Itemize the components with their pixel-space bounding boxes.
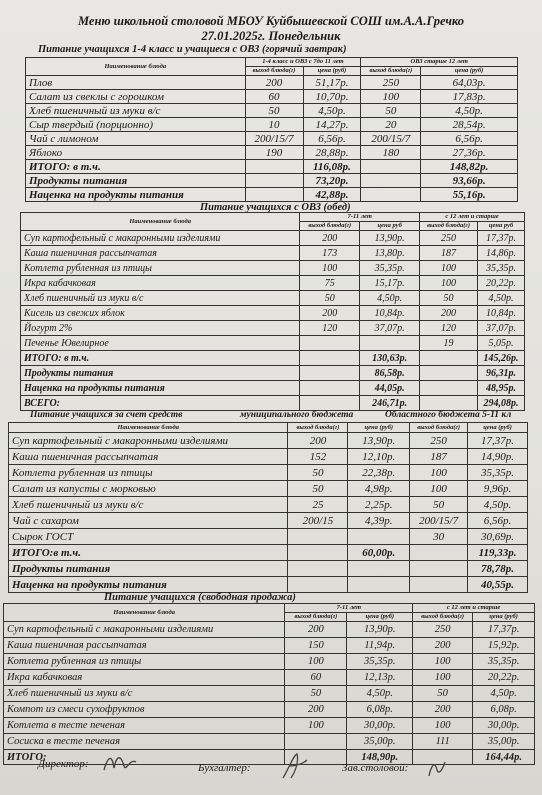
dish-name: Хлеб пшеничный из муки в/с: [21, 291, 300, 306]
dish-price: 10,84р.: [478, 306, 525, 321]
total-row: [26, 174, 518, 188]
column-header-price: цена (руб): [347, 613, 413, 622]
dish-name: Плов: [26, 76, 246, 90]
total-price: 119,33р.: [468, 545, 528, 561]
total-price: 96,31р.: [478, 366, 525, 381]
dish-price: 35,00р.: [473, 734, 535, 750]
spacer: [361, 174, 421, 188]
dish-weight: 111: [413, 734, 473, 750]
total-row: [9, 577, 528, 593]
dish-name: Хлеб пшеничный из муки в/с: [4, 686, 285, 702]
dish-price: 22,38р.: [348, 465, 410, 481]
total-label: Продукты питания: [9, 561, 288, 577]
dish-weight: 10: [245, 118, 303, 132]
dish-price: 15,92р.: [473, 638, 535, 654]
dish-price: 35,35р.: [478, 261, 525, 276]
table-row: [21, 261, 525, 276]
spacer: [410, 577, 468, 593]
spacer: [361, 160, 421, 174]
spacer: [245, 160, 303, 174]
dish-price: 30,00р.: [473, 718, 535, 734]
table-row: [4, 686, 535, 702]
spacer: [288, 577, 348, 593]
column-header-price: цена руб: [478, 222, 525, 231]
dish-weight: 100: [413, 670, 473, 686]
total-row: [9, 561, 528, 577]
dish-price: 51,17р.: [303, 76, 361, 90]
table-row: [9, 433, 528, 449]
table-row: [9, 497, 528, 513]
table-row: [4, 734, 535, 750]
table-row: [21, 321, 525, 336]
column-header-name: Наименование блюда: [9, 423, 288, 433]
table-row: [9, 513, 528, 529]
table-row: [9, 449, 528, 465]
dish-price: 35,35р.: [473, 654, 535, 670]
dish-price: 4,39р.: [348, 513, 410, 529]
dish-price: 35,00р.: [347, 734, 413, 750]
dish-name: Чай с лимоном: [26, 132, 246, 146]
table-row: [26, 118, 518, 132]
dish-weight: 250: [420, 231, 478, 246]
total-price: 130,63р.: [360, 351, 420, 366]
dish-name: Суп картофельный с макаронными изделиями: [9, 433, 288, 449]
dish-price: 13,90р.: [360, 231, 420, 246]
total-price: 44,05р.: [360, 381, 420, 396]
dish-name: Яблоко: [26, 146, 246, 160]
dish-price: 6,08р.: [347, 702, 413, 718]
dish-weight: 152: [288, 449, 348, 465]
dish-name: Чай с сахаром: [9, 513, 288, 529]
total-label: ИТОГО: в т.ч.: [21, 351, 300, 366]
dish-weight: 50: [361, 104, 421, 118]
total-price: 42,88р.: [303, 188, 361, 202]
dish-price: 12,10р.: [348, 449, 410, 465]
dish-weight: 100: [420, 276, 478, 291]
dish-price: 20,22р.: [478, 276, 525, 291]
dish-price: 4,50р.: [468, 497, 528, 513]
dish-price: 10,70р.: [303, 90, 361, 104]
table-row: [9, 529, 528, 545]
total-row: [21, 351, 525, 366]
dish-weight: 100: [410, 481, 468, 497]
dish-price: 14,86р.: [478, 246, 525, 261]
dish-price: 13,80р.: [360, 246, 420, 261]
column-header-name: Наименование блюда: [21, 213, 300, 231]
column-header-weight: выход блюда(г): [420, 222, 478, 231]
dish-weight: 200: [420, 306, 478, 321]
table-row: [21, 276, 525, 291]
table-row: [9, 465, 528, 481]
dish-weight: 25: [288, 497, 348, 513]
dish-weight: 30: [410, 529, 468, 545]
dish-name: Йогурт 2%: [21, 321, 300, 336]
breakfast-table: [25, 57, 518, 202]
dish-weight: 19: [420, 336, 478, 351]
dish-weight: 200: [285, 622, 347, 638]
dish-price: 4,50р.: [478, 291, 525, 306]
dish-price: 6,56р.: [303, 132, 361, 146]
spacer: [300, 366, 360, 381]
table-row: [26, 146, 518, 160]
dish-name: Печенье Ювелирное: [21, 336, 300, 351]
total-label: ИТОГО:в т.ч.: [9, 545, 288, 561]
section3-title-mid: муниципального бюджета: [240, 410, 354, 420]
spacer: [288, 545, 348, 561]
dish-weight: 100: [285, 718, 347, 734]
dish-price: 28,54р.: [421, 118, 518, 132]
dish-price: [360, 336, 420, 351]
dish-price: [348, 529, 410, 545]
group-header-b: ОВЗ старше 12 лет: [361, 58, 518, 67]
dish-price: 6,56р.: [468, 513, 528, 529]
table-row: [21, 336, 525, 351]
section1-title: Питание учащихся 1-4 класс и учащиеся с ОВЗ (горячий завтрак): [38, 44, 347, 55]
director-signature: [100, 748, 140, 778]
dish-weight: 200/15: [288, 513, 348, 529]
dish-weight: 50: [288, 481, 348, 497]
column-header-price: цена руб: [360, 222, 420, 231]
dish-price: 4,50р.: [347, 686, 413, 702]
dish-weight: 50: [420, 291, 478, 306]
dish-name: Каша пшеничная рассыпчатая: [4, 638, 285, 654]
dish-price: 6,08р.: [473, 702, 535, 718]
spacer: [300, 381, 360, 396]
dish-weight: 100: [413, 718, 473, 734]
column-header-weight: выход блюда(г): [288, 423, 348, 433]
total-price: 246,71р.: [360, 396, 420, 411]
dish-weight: 100: [300, 261, 360, 276]
dish-price: 12,13р.: [347, 670, 413, 686]
total-label: ВСЕГО:: [21, 396, 300, 411]
column-header-name: Наименование блюда: [4, 604, 285, 622]
spacer: [410, 545, 468, 561]
table-row: [9, 481, 528, 497]
dish-weight: 200: [300, 306, 360, 321]
table-row: [26, 132, 518, 146]
dish-price: 11,94р.: [347, 638, 413, 654]
column-header-weight: выход блюда(г): [410, 423, 468, 433]
dish-name: Салат из свеклы с горошком: [26, 90, 246, 104]
dish-weight: 100: [413, 654, 473, 670]
dish-name: Каша пшеничная рассыпчатая: [9, 449, 288, 465]
canteen-signature: [425, 756, 449, 782]
total-price: 78,78р.: [468, 561, 528, 577]
canteen-manager-label: Зав.столовой:: [342, 762, 409, 774]
dish-weight: 200: [413, 702, 473, 718]
total-price: 148,90р.: [347, 750, 413, 765]
total-row: [21, 381, 525, 396]
dish-price: 35,35р.: [360, 261, 420, 276]
free-sale-table: [3, 603, 535, 765]
total-price: 116,08р.: [303, 160, 361, 174]
dish-weight: 200: [245, 76, 303, 90]
dish-weight: 200/15/7: [361, 132, 421, 146]
total-label: Наценка на продукты питания: [21, 381, 300, 396]
dish-price: 17,37р.: [468, 433, 528, 449]
dish-weight: [288, 529, 348, 545]
table-row: [21, 246, 525, 261]
column-header-weight: выход блюда(г): [285, 613, 347, 622]
dish-price: 35,35р.: [347, 654, 413, 670]
total-row: [26, 160, 518, 174]
column-header-price: цена (руб): [303, 67, 361, 76]
dish-name: Кисель из свежих яблок: [21, 306, 300, 321]
dish-weight: 60: [285, 670, 347, 686]
dish-weight: 190: [245, 146, 303, 160]
dish-weight: 187: [410, 449, 468, 465]
dish-weight: 100: [410, 465, 468, 481]
dish-weight: [300, 336, 360, 351]
group-header-b: с 12 лет и старше: [413, 604, 535, 613]
group-header-a: 1-4 класс и ОВЗ с 7до 11 лет: [245, 58, 361, 67]
dish-price: 30,69р.: [468, 529, 528, 545]
section3-title-right: Областного бюджета 5-11 кл: [385, 410, 512, 420]
dish-weight: 187: [420, 246, 478, 261]
dish-weight: 250: [361, 76, 421, 90]
table-row: [26, 104, 518, 118]
dish-price: 17,37р.: [478, 231, 525, 246]
dish-name: Сыр твердый (порционно): [26, 118, 246, 132]
total-price: 55,16р.: [421, 188, 518, 202]
dish-weight: 150: [285, 638, 347, 654]
column-header-name: Наименование блюда: [26, 58, 246, 76]
dish-weight: 200: [300, 231, 360, 246]
group-header-b: с 12 лет и старше: [420, 213, 525, 222]
total-price: 93,66р.: [421, 174, 518, 188]
dish-price: 4,50р.: [421, 104, 518, 118]
total-label: Наценка на продукты питания: [9, 577, 288, 593]
spacer: [245, 188, 303, 202]
dish-weight: 200: [288, 433, 348, 449]
dish-weight: 20: [361, 118, 421, 132]
dish-weight: 50: [413, 686, 473, 702]
total-price: [348, 577, 410, 593]
dish-name: Котлета рубленная из птицы: [9, 465, 288, 481]
dish-price: 4,50р.: [303, 104, 361, 118]
dish-weight: 250: [413, 622, 473, 638]
dish-price: 27,36р.: [421, 146, 518, 160]
dish-weight: 200: [285, 702, 347, 718]
dish-weight: 120: [300, 321, 360, 336]
dish-weight: 100: [285, 654, 347, 670]
table-row: [21, 291, 525, 306]
table-row: [4, 702, 535, 718]
total-label: ИТОГО:: [4, 750, 285, 765]
dish-name: Хлеб пшеничный из муки в/с: [26, 104, 246, 118]
dish-name: Каша пшеничная рассыпчатая: [21, 246, 300, 261]
column-header-weight: выход блюда(г): [413, 613, 473, 622]
total-price: 148,82р.: [421, 160, 518, 174]
spacer: [420, 351, 478, 366]
column-header-price: цена (руб): [473, 613, 535, 622]
dish-weight: 50: [288, 465, 348, 481]
spacer: [288, 561, 348, 577]
dish-weight: 173: [300, 246, 360, 261]
column-header-weight: выход блюда(г): [300, 222, 360, 231]
total-price: 48,95р.: [478, 381, 525, 396]
menu-title: Меню школьной столовой МБОУ Куйбышевской СОШ им.А.А.Гречко: [77, 14, 465, 28]
dish-name: Суп картофельный с макаронными изделиями: [21, 231, 300, 246]
dish-weight: 120: [420, 321, 478, 336]
dish-weight: 50: [300, 291, 360, 306]
dish-name: Компот из смеси сухофруктов: [4, 702, 285, 718]
dish-name: Икра кабачковая: [4, 670, 285, 686]
dish-weight: 75: [300, 276, 360, 291]
dish-weight: 200/15/7: [245, 132, 303, 146]
director-label: Директор:: [38, 758, 89, 770]
total-label: Наценка на продукты питания: [26, 188, 246, 202]
dish-price: 37,07р.: [478, 321, 525, 336]
dish-price: 28,88р.: [303, 146, 361, 160]
dish-name: Сосиска в тесте печеная: [4, 734, 285, 750]
dish-price: 10,84р.: [360, 306, 420, 321]
total-price: 86,58р.: [360, 366, 420, 381]
spacer: [420, 366, 478, 381]
dish-weight: 100: [361, 90, 421, 104]
dish-name: Сырок ГОСТ: [9, 529, 288, 545]
dish-price: 5,05р.: [478, 336, 525, 351]
table-row: [21, 306, 525, 321]
budget-lunch-table: [8, 422, 528, 593]
dish-price: 64,03р.: [421, 76, 518, 90]
accountant-label: Бухгалтер:: [198, 762, 251, 774]
dish-price: 4,50р.: [360, 291, 420, 306]
total-label: ИТОГО: в т.ч.: [26, 160, 246, 174]
dish-name: Салат из капусты с морковью: [9, 481, 288, 497]
dish-weight: 50: [285, 686, 347, 702]
dish-price: 15,17р.: [360, 276, 420, 291]
table-row: [4, 622, 535, 638]
dish-price: 37,07р.: [360, 321, 420, 336]
total-label: Продукты питания: [26, 174, 246, 188]
dish-price: 14,90р.: [468, 449, 528, 465]
total-price: 60,00р.: [348, 545, 410, 561]
dish-price: 13,90р.: [348, 433, 410, 449]
total-row: [21, 366, 525, 381]
table-row: [4, 654, 535, 670]
dish-weight: 50: [245, 104, 303, 118]
table-row: [21, 231, 525, 246]
dish-weight: 250: [410, 433, 468, 449]
table-row: [26, 76, 518, 90]
section4-title: Питание учащихся (свободная продажа): [104, 592, 296, 603]
dish-price: 30,00р.: [347, 718, 413, 734]
total-price: 145,26р.: [478, 351, 525, 366]
spacer: [361, 188, 421, 202]
column-header-price: цена (руб): [468, 423, 528, 433]
total-label: Продукты питания: [21, 366, 300, 381]
dish-name: Икра кабачковая: [21, 276, 300, 291]
dish-price: 6,56р.: [421, 132, 518, 146]
dish-weight: 180: [361, 146, 421, 160]
dish-weight: 50: [410, 497, 468, 513]
group-header-a: 7-11 лет: [300, 213, 420, 222]
table-row: [4, 670, 535, 686]
accountant-signature: [275, 748, 311, 784]
dish-name: Хлеб пшеничный из муки в/с: [9, 497, 288, 513]
dish-price: 4,50р.: [473, 686, 535, 702]
dish-price: 17,83р.: [421, 90, 518, 104]
dish-price: 2,25р.: [348, 497, 410, 513]
column-header-weight: выход блюда(г): [361, 67, 421, 76]
dish-price: 17,37р.: [473, 622, 535, 638]
dish-name: Котлета рубленная из птицы: [4, 654, 285, 670]
spacer: [410, 561, 468, 577]
spacer: [245, 174, 303, 188]
table-row: [26, 90, 518, 104]
total-price: 164,44р.: [473, 750, 535, 765]
dish-weight: 200/15/7: [410, 513, 468, 529]
table-row: [4, 638, 535, 654]
dish-price: 14,27р.: [303, 118, 361, 132]
dish-price: 35,35р.: [468, 465, 528, 481]
group-header-a: 7-11 лет: [285, 604, 413, 613]
dish-weight: 100: [420, 261, 478, 276]
menu-date: 27.01.2025г. Понедельник: [201, 29, 341, 43]
dish-price: 13,90р.: [347, 622, 413, 638]
column-header-price: цена (руб): [348, 423, 410, 433]
dish-name: Котлета в тесте печеная: [4, 718, 285, 734]
table-row: [4, 718, 535, 734]
dish-name: Котлета рубленная из птицы: [21, 261, 300, 276]
spacer: [420, 381, 478, 396]
dish-price: 9,96р.: [468, 481, 528, 497]
total-row: [26, 188, 518, 202]
total-price: 73,20р.: [303, 174, 361, 188]
dish-price: 4,98р.: [348, 481, 410, 497]
total-row: [9, 545, 528, 561]
section3-title-left: Питание учащихся за счет средств: [30, 410, 183, 420]
total-price: 40,55р.: [468, 577, 528, 593]
dish-price: 20,22р.: [473, 670, 535, 686]
dish-name: Суп картофельный с макаронными изделиями: [4, 622, 285, 638]
column-header-price: цена (руб): [421, 67, 518, 76]
total-price: [348, 561, 410, 577]
dish-weight: 60: [245, 90, 303, 104]
lunch-ovz-table: [20, 212, 525, 411]
total-price: 294,08р.: [478, 396, 525, 411]
section2-title: Питание учащихся с ОВЗ (обед): [200, 202, 351, 213]
dish-weight: 200: [413, 638, 473, 654]
column-header-weight: выход блюда(г): [245, 67, 303, 76]
spacer: [300, 351, 360, 366]
